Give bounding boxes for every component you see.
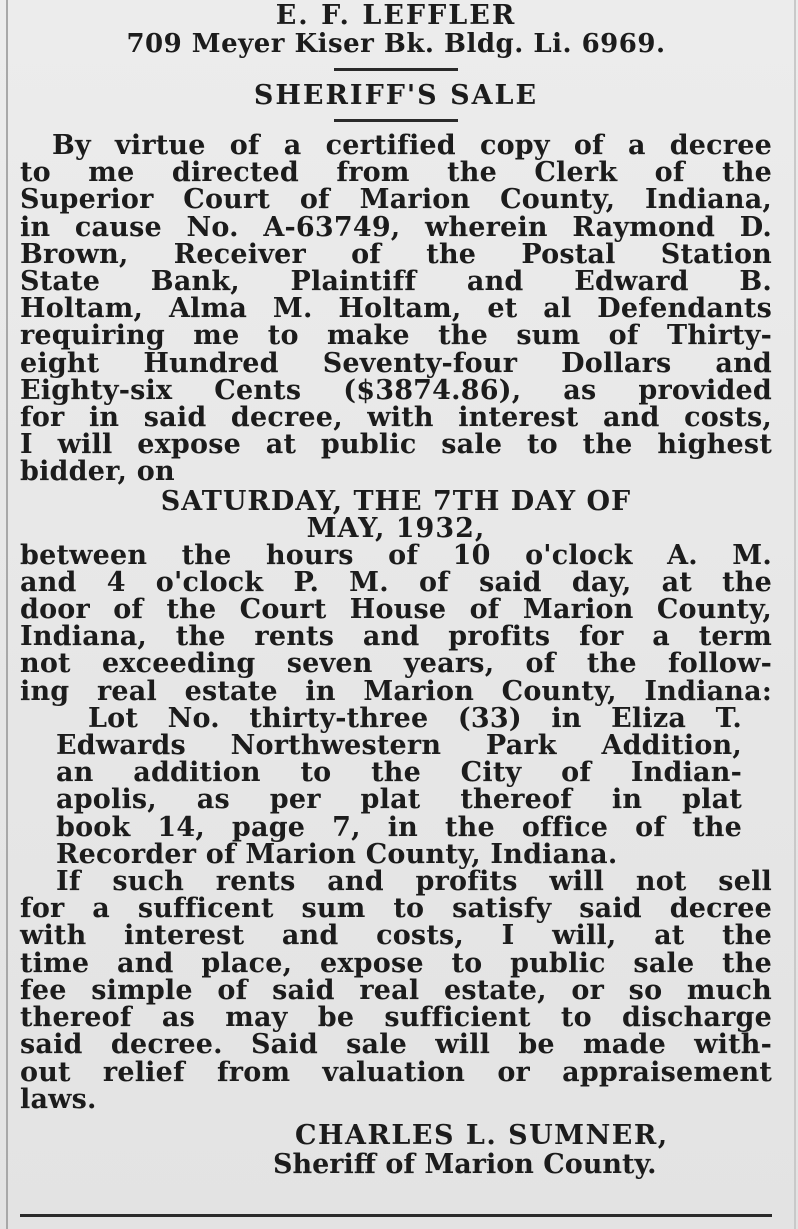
attorney-name: E. F. LEFFLER	[275, 0, 517, 31]
divider-rule	[334, 119, 458, 122]
text-line: out relief from valuation or appraisement	[20, 1056, 772, 1088]
closing-paragraph-body	[20, 895, 772, 1113]
text-line: requiring me to make the sum of Thirty-	[20, 320, 772, 352]
text-line: Holtam, Alma M. Holtam, et al Defendants	[20, 293, 772, 325]
text-line: laws.	[20, 1083, 97, 1115]
text-line: not exceeding seven years, of the follow-	[20, 648, 772, 680]
text-line: By virtue of a certified copy of a decree	[52, 130, 772, 161]
text-line: thereof as may be sufficient to discharge	[20, 1002, 772, 1034]
text-line: apolis, as per plat thereof in plat	[56, 784, 742, 816]
text-line: If such rents and profits will not sell	[56, 866, 772, 898]
text-line: Superior Court of Marion County, Indiana,	[20, 184, 772, 216]
text-line: State Bank, Plaintiff and Edward B.	[20, 266, 772, 298]
text-line: said decree. Said sale will be made with-	[20, 1029, 772, 1061]
intro-paragraph	[20, 132, 772, 159]
text-line: bidder, on	[20, 456, 175, 488]
text-line: door of the Court House of Marion County,	[20, 594, 772, 626]
bottom-divider-rule	[20, 1214, 772, 1217]
text-line: to me directed from the Clerk of the	[20, 157, 772, 189]
text-line: and 4 o'clock P. M. of said day, at the	[20, 566, 772, 598]
text-line: Lot No. thirty-three (33) in Eliza T.	[88, 702, 742, 734]
text-line: Recorder of Marion County, Indiana.	[56, 838, 618, 870]
text-line: for a sufficent sum to satisfy said decree	[20, 893, 772, 925]
sheriff-name: CHARLES L. SUMNER,	[295, 1119, 669, 1151]
column-rule-right	[794, 0, 796, 1229]
text-line: Indiana, the rents and profits for a term	[20, 621, 772, 653]
text-line: for in said decree, with interest and costs,	[20, 402, 772, 434]
text-line: with interest and costs, I will, at the	[20, 920, 772, 952]
sale-date-line-1: SATURDAY, THE 7TH DAY OF	[160, 485, 632, 517]
text-line: in cause No. A-63749, wherein Raymond D.	[20, 211, 772, 243]
column-rule-left	[6, 0, 8, 1229]
attorney-address: 709 Meyer Kiser Bk. Bldg. Li. 6969.	[126, 29, 666, 59]
sheriff-title: Sheriff of Marion County.	[273, 1148, 657, 1180]
text-line: Eighty-six Cents ($3874.86), as provided	[20, 374, 772, 406]
notice-title: SHERIFF'S SALE	[253, 80, 539, 111]
legal-notice-column	[20, 0, 772, 1179]
closing-paragraph	[20, 866, 772, 898]
text-line: an addition to the City of Indian-	[56, 757, 742, 789]
text-line: Edwards Northwestern Park Addition,	[56, 730, 742, 762]
text-line: between the hours of 10 o'clock A. M.	[20, 539, 772, 571]
text-line: book 14, page 7, in the office of the	[56, 811, 742, 843]
hours-paragraph	[20, 539, 772, 707]
text-line: I will expose at public sale to the highest	[20, 429, 772, 461]
text-line: time and place, expose to public sale the	[20, 947, 772, 979]
text-line: eight Hundred Seventy-four Dollars and	[20, 347, 772, 379]
text-line: Brown, Receiver of the Postal Station	[20, 238, 772, 270]
intro-paragraph-body	[20, 157, 772, 488]
property-description-body	[20, 732, 772, 868]
divider-rule	[334, 68, 458, 71]
text-line: ing real estate in Marion County, Indiana:	[20, 675, 772, 707]
text-line: fee simple of said real estate, or so much	[20, 974, 772, 1006]
sale-date-line-2: MAY, 1932,	[306, 512, 486, 544]
property-description	[20, 702, 772, 734]
